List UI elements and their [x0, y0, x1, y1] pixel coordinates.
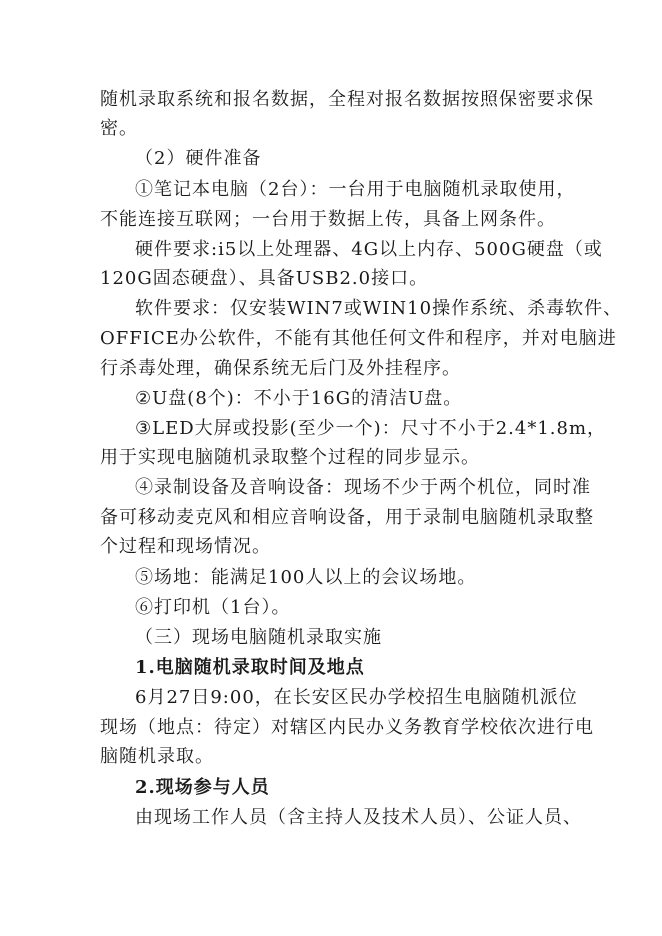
paragraph-line: 6月27日9:00，在长安区民办学校招生电脑随机派位	[135, 687, 578, 708]
paragraph-line: 120G固态硬盘）、具备USB2.0接口。	[100, 268, 429, 289]
paragraph-line: 由现场工作人员（含主持人及技术人员）、公证人员、	[135, 807, 582, 828]
paragraph-line: ①笔记本电脑（2台）：一台用于电脑随机录取使用，	[135, 179, 576, 200]
paragraph-line: ②U盘(8个)：不小于16G的清洁U盘。	[135, 388, 463, 409]
paragraph-line: 行杀毒处理，确保系统无后门及外挂程序。	[100, 358, 461, 379]
section-heading: （三）现场电脑随机录取实施	[135, 627, 382, 648]
paragraph-line: ⑥打印机（1台）。	[135, 597, 291, 618]
paragraph-line: 用于实现电脑随机录取整个过程的同步显示。	[100, 447, 480, 468]
paragraph-line: 软件要求：仅安装WIN7或WIN10操作系统、杀毒软件、	[135, 298, 623, 319]
paragraph-line: 密。	[100, 118, 138, 139]
paragraph-line: 备可移动麦克风和相应音响设备，用于录制电脑随机录取整	[100, 507, 594, 528]
paragraph-line: ③LED大屏或投影(至少一个)：尺寸不小于2.4*1.8m，	[135, 418, 607, 439]
paragraph-line: 现场（地点：待定）对辖区内民办义务教育学校依次进行电	[100, 717, 594, 738]
paragraph-line: OFFICE办公软件，不能有其他任何文件和程序，并对电脑进	[100, 328, 617, 349]
subsection-heading: 1.电脑随机录取时间及地点	[135, 657, 365, 678]
paragraph-line: 脑随机录取。	[100, 746, 214, 767]
paragraph-line: ⑤场地：能满足100人以上的会议场地。	[135, 567, 477, 588]
paragraph-line: 随机录取系统和报名数据，全程对报名数据按照保密要求保	[100, 89, 594, 110]
paragraph-line: 硬件要求:i5以上处理器、4G以上内存、500G硬盘（或	[135, 239, 603, 260]
paragraph-line: ④录制设备及音响设备：现场不少于两个机位，同时准	[135, 477, 591, 498]
paragraph-line: 个过程和现场情况。	[100, 536, 271, 557]
section-heading: （2）硬件准备	[135, 148, 262, 169]
subsection-heading: 2.现场参与人员	[135, 777, 270, 798]
paragraph-line: 不能连接互联网；一台用于数据上传，具备上网条件。	[100, 209, 556, 230]
